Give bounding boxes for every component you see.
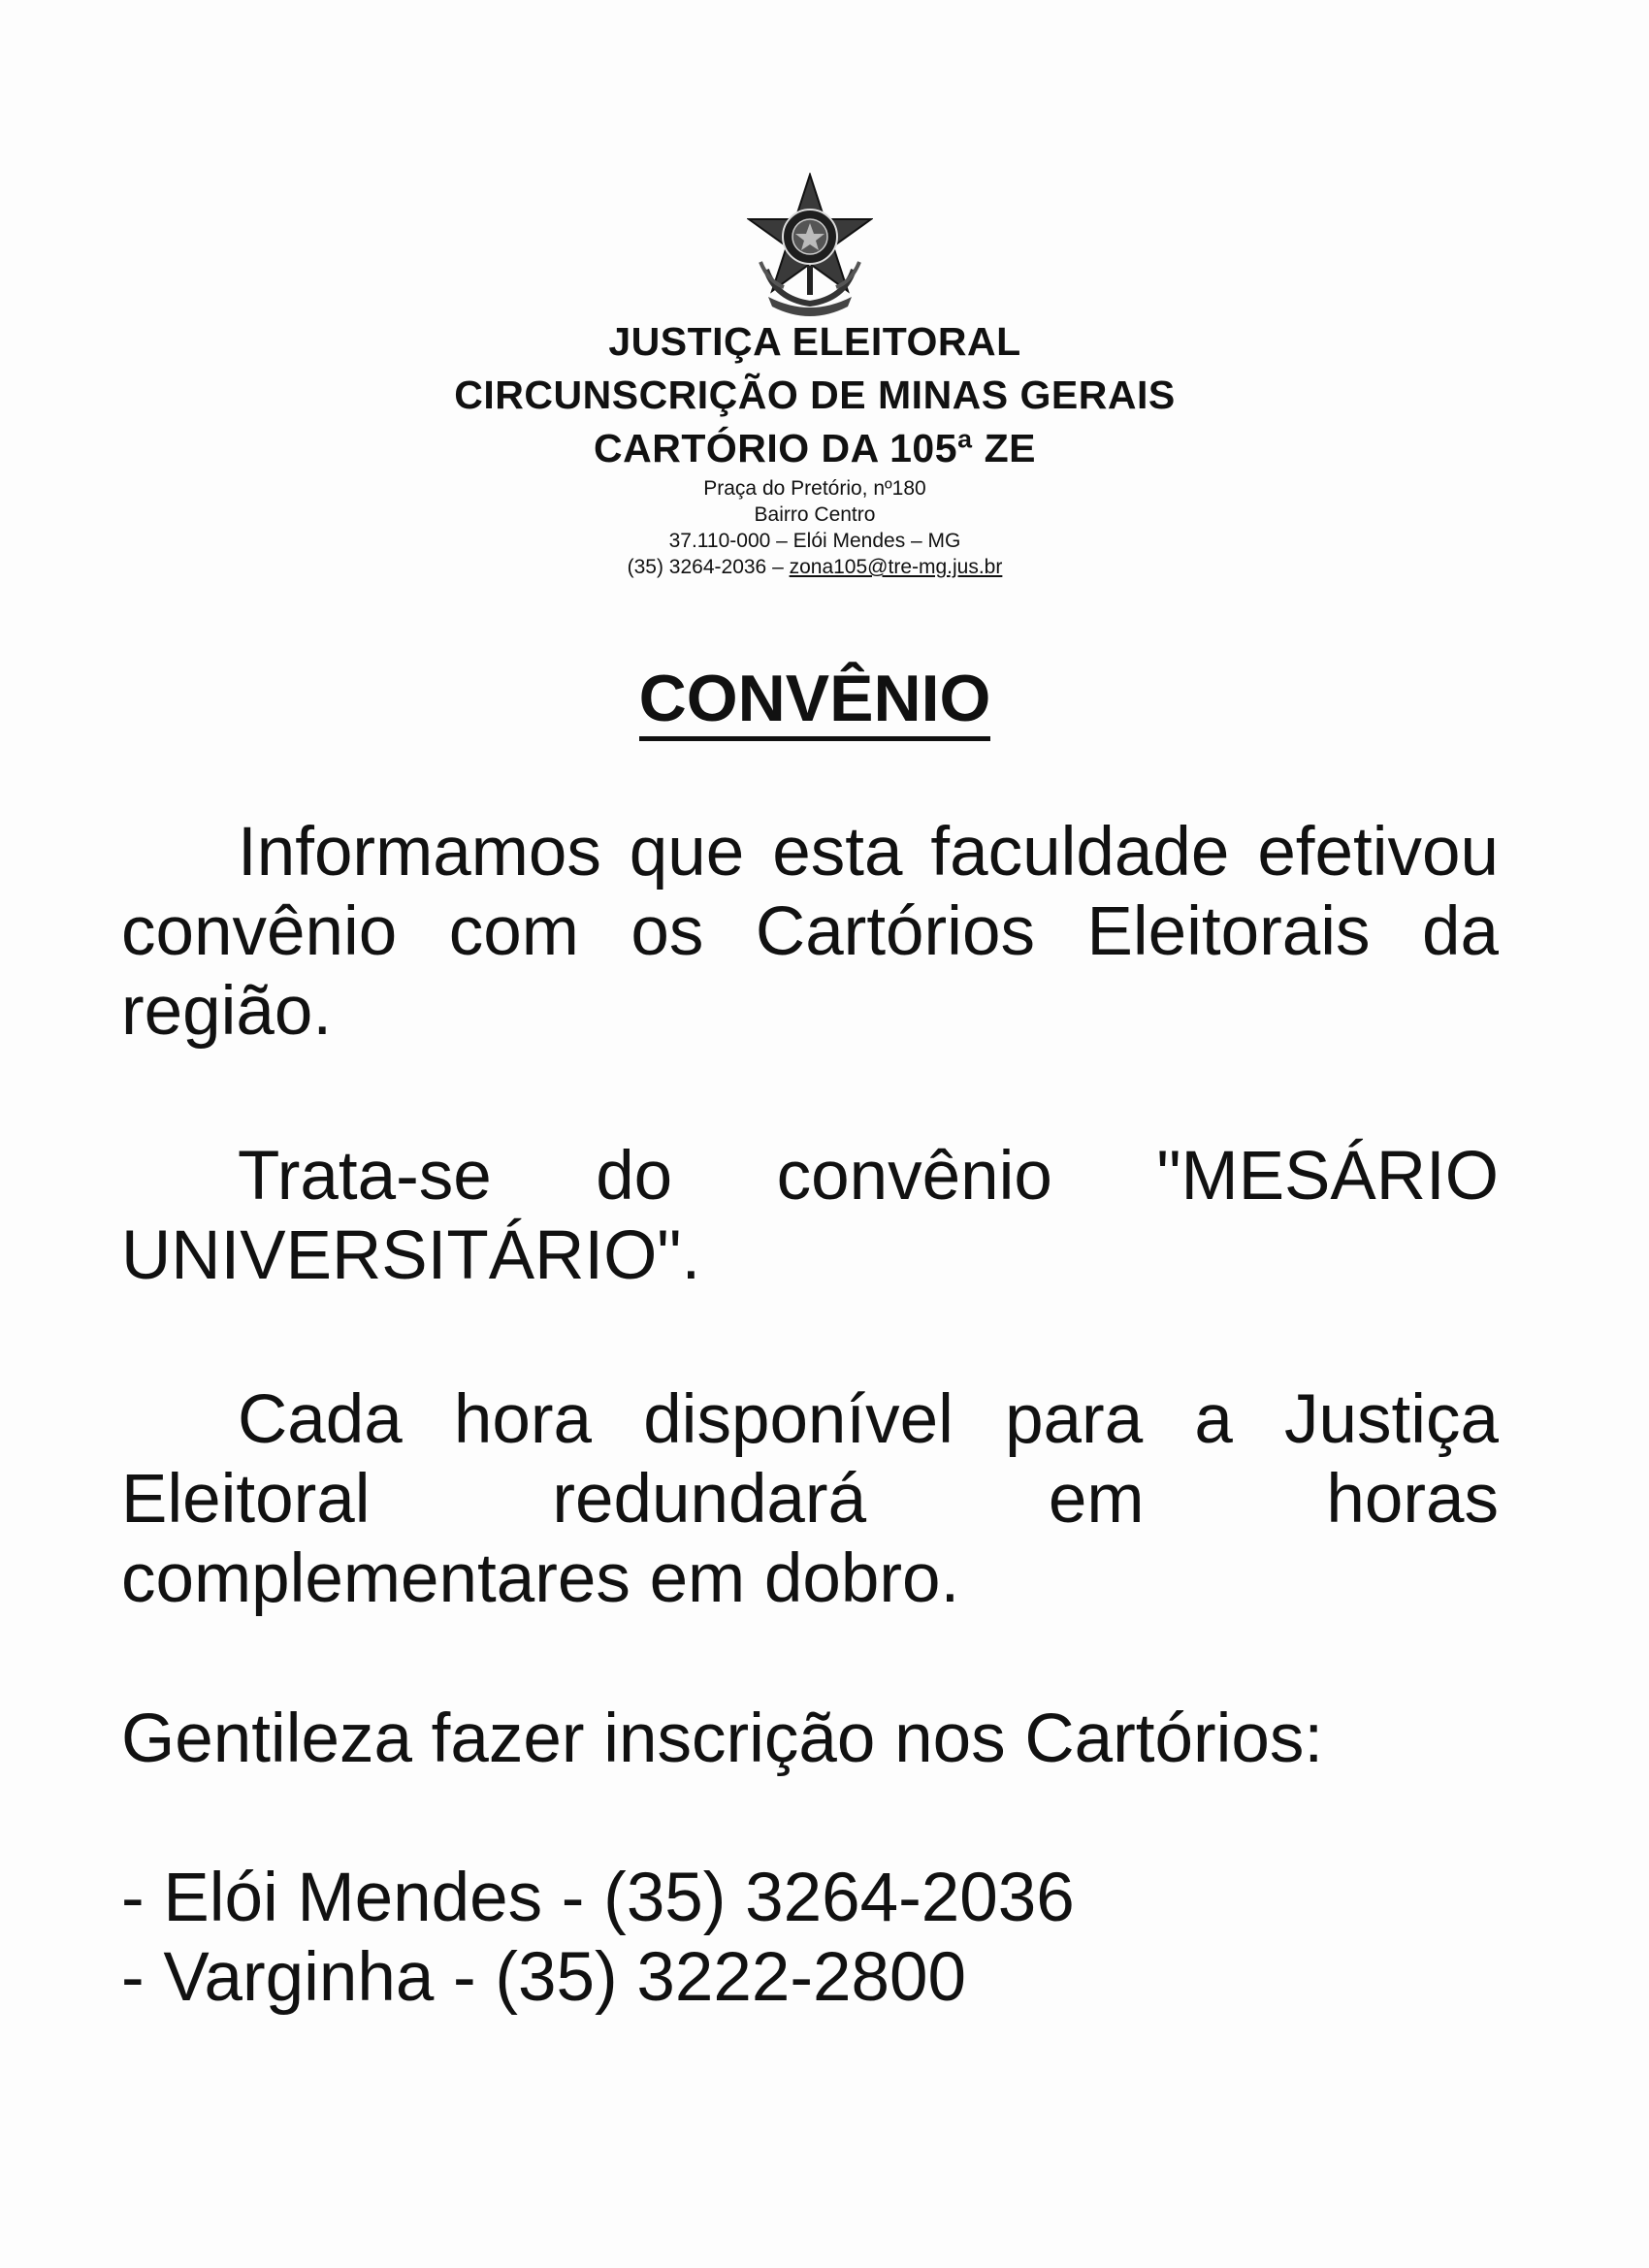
coat-of-arms-icon	[747, 173, 873, 318]
address-district: Bairro Centro	[754, 503, 876, 526]
title-text: CONVÊNIO	[639, 662, 991, 741]
contact-list	[121, 1859, 1499, 2018]
circumscription: CIRCUNSCRIÇÃO DE MINAS GERAIS	[454, 373, 1176, 417]
contact-line	[0, 554, 1630, 580]
paragraph-agreement: Informamos que esta faculdade efetivou convênio com os Cartórios Eleitorais da região.	[121, 814, 1499, 1050]
letterhead	[0, 315, 1630, 580]
paragraph-program: Trata-se do convênio "MESÁRIO UNIVERSITÁRIO".	[121, 1138, 1499, 1294]
contact-eloi-mendes: - Elói Mendes - (35) 3264-2036	[121, 1860, 1075, 1936]
address-street: Praça do Pretório, nº180	[703, 477, 926, 500]
institution-name: JUSTIÇA ELEITORAL	[608, 319, 1021, 364]
header-phone: (35) 3264-2036 –	[627, 556, 790, 578]
registry-office: CARTÓRIO DA 105ª ZE	[594, 426, 1036, 470]
paragraph-hours: Cada hora disponível para a Justiça Eleitoral redundará em horas complementares em dobro.	[121, 1381, 1499, 1617]
paragraph-registration: Gentileza fazer inscrição nos Cartórios:	[121, 1701, 1324, 1777]
contact-varginha: - Varginha - (35) 3222-2800	[121, 1939, 966, 2016]
document-title	[0, 660, 1630, 737]
header-email: zona105@tre-mg.jus.br	[789, 556, 1003, 578]
address-city: 37.110-000 – Elói Mendes – MG	[668, 530, 961, 552]
